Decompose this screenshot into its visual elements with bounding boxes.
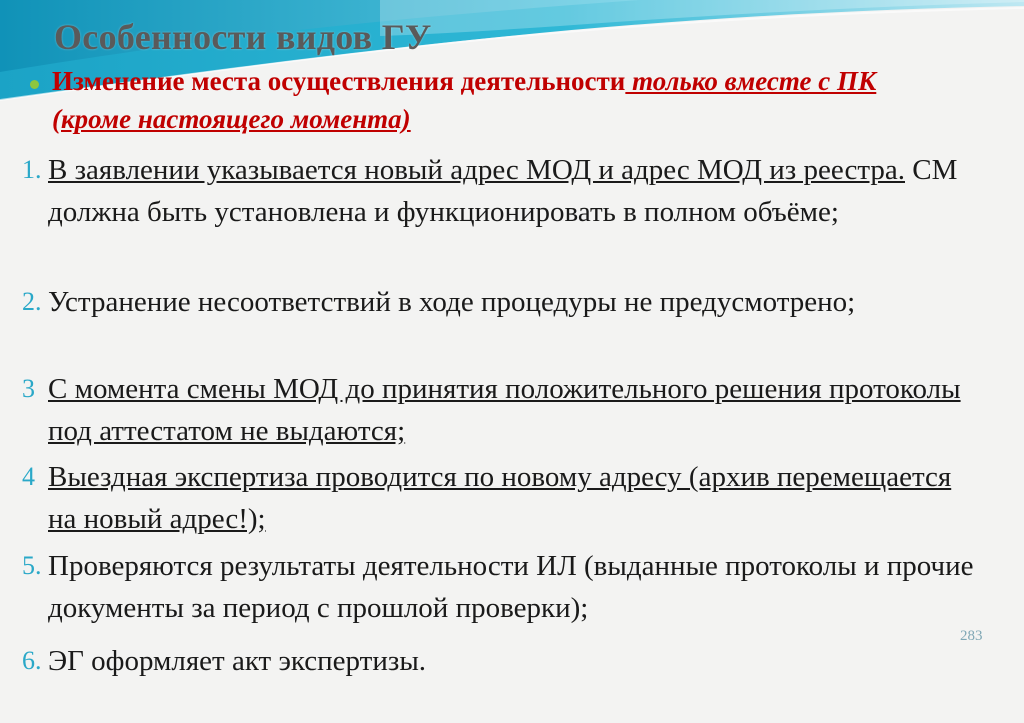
list-item-text xyxy=(48,640,978,682)
list-item-number: 6. xyxy=(22,646,42,675)
subheading-main: Изменение места осуществления деятельности xyxy=(52,66,626,96)
list-item-text xyxy=(48,545,978,629)
subheading-emphasis: только вместе с ПК (кроме настоящего момента) xyxy=(52,66,877,134)
list-item-text xyxy=(48,368,978,452)
list-item-text-plain: Проверяются результаты деятельности ИЛ (выданные протоколы и прочие документы за период с прошлой проверки); xyxy=(48,550,974,624)
list-item-number: 2. xyxy=(22,287,42,316)
list-item-text xyxy=(48,149,978,233)
list-item-text-plain: Устранение несоответствий в ходе процедуры не предусмотрено; xyxy=(48,286,856,318)
list-item-text xyxy=(48,281,978,323)
list-item-text-underlined: В заявлении указывается новый адрес МОД и адрес МОД из реестра. xyxy=(48,154,905,186)
page-number: 283 xyxy=(960,628,983,644)
list-item-number: 4 xyxy=(22,462,35,491)
list-item-text-underlined: С момента смены МОД до принятия положительного решения протоколы под аттестатом не выдаются; xyxy=(48,373,961,447)
list-item-text-underlined: Выездная экспертиза проводится по новому адресу (архив перемещается на новый адрес!); xyxy=(48,461,952,535)
list-item-text xyxy=(48,456,978,540)
slide-title: Особенности видов ГУ xyxy=(54,17,432,57)
list-item-number: 5. xyxy=(22,551,42,580)
list-item-number: 1. xyxy=(22,155,42,184)
subheading xyxy=(52,62,922,138)
list-item-number: 3 xyxy=(22,374,35,403)
list-item-text-plain: ЭГ оформляет акт экспертизы. xyxy=(48,645,427,677)
list-item-text-plain: СМ должна быть установлена и функционировать в полном объёме; xyxy=(48,154,958,228)
bullet-dot-icon xyxy=(30,80,39,89)
